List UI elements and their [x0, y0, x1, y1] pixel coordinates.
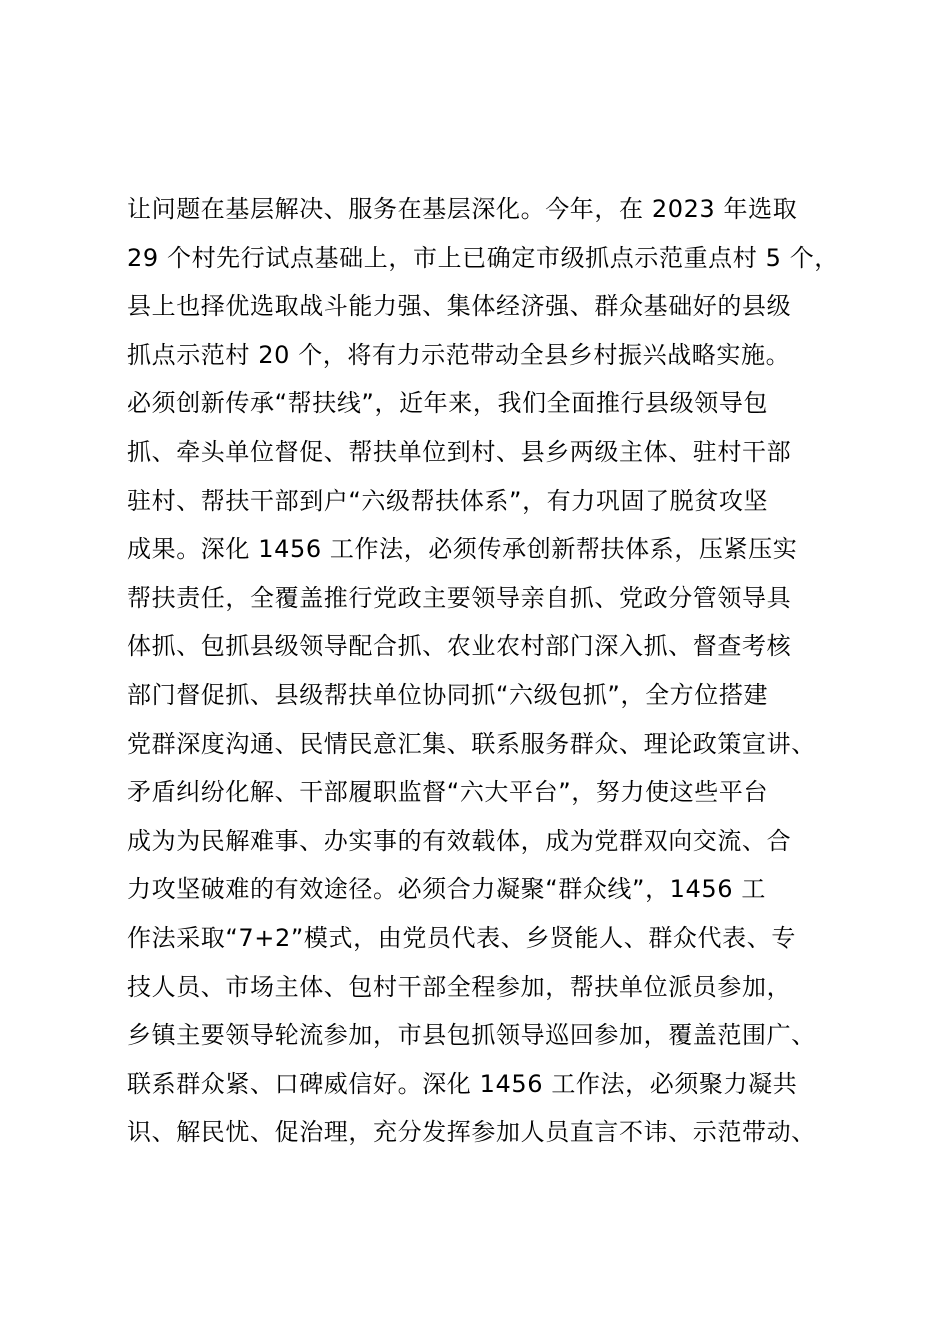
text-line: 驻村、帮扶干部到户“六级帮扶体系”，有力巩固了脱贫攻坚 [127, 486, 769, 515]
text-line: 成为为民解难事、办实事的有效载体，成为党群双向交流、合 [127, 826, 792, 855]
text-line: 识、解民忧、促治理，充分发挥参加人员直言不讳、示范带动、 [127, 1118, 816, 1147]
text-line: 矛盾纠纷化解、干部履职监督“六大平台”，努力使这些平台 [127, 778, 769, 807]
text-line: 体抓、包抓县级领导配合抓、农业农村部门深入抓、督查考核 [127, 632, 792, 661]
text-line: 作法采取“7+2”模式，由党员代表、乡贤能人、群众代表、专 [127, 923, 796, 952]
text-line: 必须创新传承“帮扶线”，近年来，我们全面推行县级领导包 [127, 389, 769, 418]
text-line: 乡镇主要领导轮流参加，市县包抓领导巡回参加，覆盖范围广、 [127, 1021, 816, 1050]
text-line: 29 个村先行试点基础上，市上已确定市级抓点示范重点村 5 个， [127, 243, 839, 272]
body-text [127, 185, 857, 1157]
text-line: 抓、牵头单位督促、帮扶单位到村、县乡两级主体、驻村干部 [127, 437, 792, 466]
text-line: 技人员、市场主体、包村干部全程参加，帮扶单位派员参加， [127, 972, 792, 1001]
text-line: 部门督促抓、县级帮扶单位协同抓“六级包抓”，全方位搭建 [127, 680, 769, 709]
text-line: 力攻坚破难的有效途径。必须合力凝聚“群众线”，1456 工 [127, 875, 766, 904]
text-line: 联系群众紧、口碑威信好。深化 1456 工作法，必须聚力凝共 [127, 1069, 798, 1098]
text-line: 县上也择优选取战斗能力强、集体经济强、群众基础好的县级 [127, 292, 792, 321]
text-line: 让问题在基层解决、服务在基层深化。今年，在 2023 年选取 [127, 195, 798, 223]
text-line: 抓点示范村 20 个，将有力示范带动全县乡村振兴战略实施。 [127, 340, 791, 369]
text-line: 帮扶责任，全覆盖推行党政主要领导亲自抓、党政分管领导具 [127, 583, 792, 612]
text-line: 成果。深化 1456 工作法，必须传承创新帮扶体系，压紧压实 [127, 535, 798, 564]
text-line: 党群深度沟通、民情民意汇集、联系服务群众、理论政策宣讲、 [127, 729, 816, 758]
